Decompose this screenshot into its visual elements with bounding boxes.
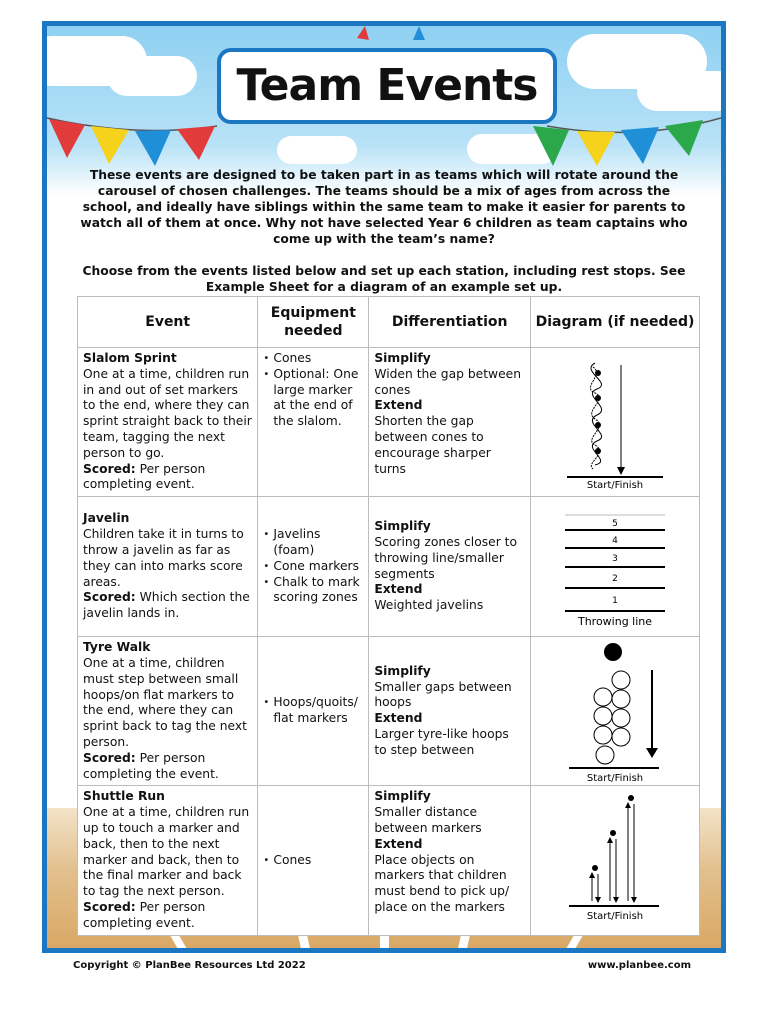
header-diagram: Diagram (if needed) <box>531 297 700 348</box>
extend-label: Extend <box>374 398 423 413</box>
page-frame <box>42 21 726 953</box>
scored-text: Per person completing the event. <box>83 750 219 781</box>
zone-label: 1 <box>612 595 618 606</box>
equipment-cell <box>258 786 369 935</box>
diagram-label: Start/Finish <box>586 480 644 492</box>
table-header-row <box>78 297 700 348</box>
scored-label: Scored: <box>83 590 136 605</box>
scored-text: Per person completing event. <box>83 899 206 930</box>
scored-label: Scored: <box>83 461 136 476</box>
simplify-label: Simplify <box>374 789 431 804</box>
title-banner <box>217 48 557 124</box>
copyright-text: Copyright © PlanBee Resources Ltd 2022 <box>73 960 306 971</box>
table-row <box>78 637 700 786</box>
diagram-cell <box>531 348 700 497</box>
differentiation-cell <box>369 348 531 497</box>
events-table <box>77 296 700 936</box>
event-cell <box>78 348 258 497</box>
simplify-label: Simplify <box>374 351 431 365</box>
equipment-item: • Hoops/quoits/ flat markers <box>263 695 363 727</box>
zone-label: 4 <box>612 535 618 546</box>
differentiation-cell <box>369 497 531 637</box>
event-cell <box>78 786 258 935</box>
scored-text: Per person completing event. <box>83 461 206 492</box>
equipment-cell <box>258 637 369 786</box>
intro-paragraph-2: Choose from the events listed below and set up each station, including rest stops. See Example Sheet for a diagram of an example set up. <box>82 264 686 294</box>
event-description: One at a time, children run in and out of set markers to the end, where they can sprint straight back to their team, tagging the next person to go. <box>83 366 252 460</box>
table-row <box>78 786 700 935</box>
extend-text: Larger tyre-like hoops to step between <box>374 727 509 757</box>
page-title: Team Events <box>236 60 538 111</box>
event-name: Slalom Sprint <box>83 351 177 365</box>
simplify-label: Simplify <box>374 663 431 678</box>
differentiation-cell <box>369 786 531 935</box>
event-cell <box>78 497 258 637</box>
event-name: Javelin <box>83 511 130 526</box>
equipment-cell <box>258 497 369 637</box>
table-row <box>78 497 700 637</box>
event-name: Shuttle Run <box>83 789 165 804</box>
intro-paragraph-1: These events are designed to be taken part in as teams which will rotate around the carousel of chosen challenges. The teams should be a mix of ages from across the school, and ideally have siblings within the same team to make it easier for parents to watch all of them at once. Why not have selected Year 6 children as team captains who come up with the team’s name? <box>80 168 688 246</box>
differentiation-cell <box>369 637 531 786</box>
equipment-cell <box>258 348 369 497</box>
extend-text: Shorten the gap between cones to encourage sharper turns <box>374 414 491 476</box>
zone-label: 2 <box>612 573 618 584</box>
scored-text: Which section the javelin lands in. <box>83 590 250 621</box>
extend-label: Extend <box>374 582 423 597</box>
javelin-diagram <box>535 503 695 631</box>
diagram-cell <box>531 637 700 786</box>
equipment-item: • Javelins (foam) <box>263 527 363 559</box>
scored-label: Scored: <box>83 899 136 914</box>
diagram-cell <box>531 786 700 935</box>
header-event: Event <box>78 297 258 348</box>
event-description: One at a time, children must step between small hoops/on flat markers to the end, where they can sprint back to tag the next person. <box>83 655 247 749</box>
simplify-text: Widen the gap between cones <box>374 366 522 397</box>
table-row <box>78 348 700 497</box>
equipment-item: • Cone markers <box>263 559 363 575</box>
header-equipment: Equipment needed <box>258 297 369 348</box>
zone-label: 5 <box>612 518 618 529</box>
website-link[interactable]: www.planbee.com <box>587 960 691 971</box>
header-differentiation: Differentiation <box>369 297 531 348</box>
equipment-item: • Cones <box>263 351 363 367</box>
scored-label: Scored: <box>83 750 136 765</box>
simplify-text: Smaller gaps between hoops <box>374 679 512 710</box>
shuttle-run-diagram <box>535 788 695 932</box>
diagram-label: Throwing line <box>577 614 653 628</box>
extend-text: Place objects on markers that children must bend to pick up/ place on the markers <box>374 852 510 914</box>
extend-label: Extend <box>374 711 423 726</box>
slalom-diagram <box>535 353 695 491</box>
extend-label: Extend <box>374 836 423 851</box>
simplify-text: Smaller distance between markers <box>374 805 482 835</box>
event-name: Tyre Walk <box>83 640 151 655</box>
diagram-cell <box>531 497 700 637</box>
extend-text: Weighted javelins <box>374 598 484 613</box>
simplify-text: Scoring zones closer to throwing line/smaller segments <box>374 535 518 581</box>
event-description: Children take it in turns to throw a javelin as far as they can into marks score areas. <box>83 527 244 589</box>
equipment-item: • Optional: One large marker at the end of the slalom. <box>263 367 363 430</box>
zone-label: 3 <box>612 553 618 564</box>
intro-text <box>75 167 693 295</box>
diagram-label: Start/Finish <box>586 911 644 923</box>
tyre-walk-diagram <box>535 638 695 784</box>
simplify-label: Simplify <box>374 519 431 534</box>
diagram-label: Start/Finish <box>586 773 644 785</box>
equipment-item: • Cones <box>263 853 363 869</box>
equipment-item: • Chalk to mark scoring zones <box>263 575 363 607</box>
event-description: One at a time, children run up to touch a marker and back, then to the next marker and back, then to the final marker and back to tag the next person. <box>83 805 250 899</box>
event-cell <box>78 637 258 786</box>
